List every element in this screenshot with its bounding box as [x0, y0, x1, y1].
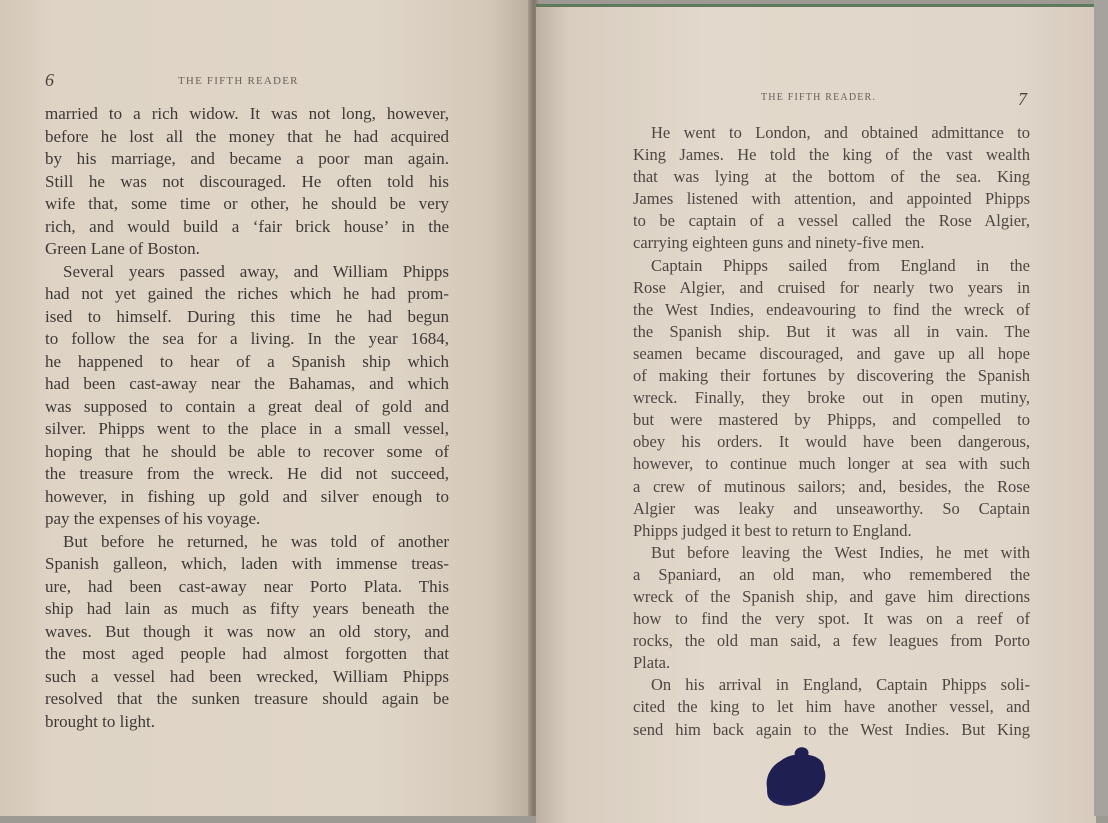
text-line: the most aged people had almost forgotten that — [45, 644, 449, 663]
text-line: pay the expenses of his voyage. — [45, 509, 261, 528]
text-line: But before leaving the West Indies, he met with — [651, 542, 1030, 562]
text-line: however, in fishing up gold and silver enough to — [45, 486, 449, 506]
text-line: wreck of the Spanish ship, and gave him directions — [633, 586, 1030, 606]
right-page-number: 7 — [1018, 89, 1027, 109]
text-line: however, to continue much longer at sea with such — [633, 454, 1030, 474]
text-line: obey his orders. It would have been dangerous, — [633, 432, 1030, 452]
text-line: Captain Phipps sailed from England in the — [651, 255, 1030, 275]
text-line: he happened to hear of a Spanish ship which — [45, 351, 449, 371]
text-line: such a vessel had been wrecked, William Phipps — [45, 666, 449, 686]
text-line: resolved that the sunken treasure should again be — [45, 689, 449, 708]
text-line: a Spaniard, an old man, who remembered the — [633, 564, 1030, 584]
text-line: ised to himself. During this time he had begun — [45, 306, 449, 326]
text-line: He went to London, and obtained admittance to — [651, 123, 1030, 142]
text-line: the Spanish ship. But it was all in vain. The — [633, 321, 1030, 341]
text-line: Rose Algier, and cruised for nearly two years in — [633, 277, 1030, 297]
text-line: Algier was leaky and unseaworthy. So Captain — [633, 498, 1030, 518]
text-line: cited the king to let him have another vessel, and — [633, 697, 1030, 717]
text-line: rich, and would build a ‘fair brick house’ in the — [45, 216, 449, 236]
text-line: but were mastered by Phipps, and compelled to — [633, 410, 1030, 430]
text-line: had been cast-away near the Bahamas, and which — [45, 374, 449, 393]
right-page-text — [633, 122, 1030, 741]
text-line: Several years passed away, and William Phipps — [63, 261, 449, 281]
page-edge-background — [1094, 0, 1108, 816]
text-line: the treasure from the wreck. He did not succeed, — [45, 464, 449, 483]
text-line: to be captain of a vessel called the Rose Algier, — [633, 211, 1030, 231]
text-line: ship had lain as much as fifty years beneath the — [45, 599, 449, 618]
text-line: James listened with attention, and appointed Phipps — [633, 189, 1030, 209]
text-line: to follow the sea for a living. In the year 1684, — [45, 329, 449, 348]
text-line: But before he returned, he was told of another — [63, 531, 449, 551]
text-line: On his arrival in England, Captain Phipps soli- — [651, 675, 1030, 695]
text-line: brought to light. — [45, 711, 156, 731]
text-line: seamen became discouraged, and gave up all hope — [633, 343, 1030, 363]
text-line: before he lost all the money that he had acquired — [45, 126, 449, 146]
text-line: carrying eighteen guns and ninety-five men. — [633, 233, 925, 253]
text-line: the West Indies, endeavouring to find the wreck of — [633, 299, 1030, 319]
text-line: had not yet gained the riches which he had prom- — [45, 284, 449, 303]
text-line: rocks, the old man said, a few leagues from Porto — [633, 631, 1030, 651]
text-line: wreck. Finally, they broke out in open mutiny, — [633, 388, 1030, 408]
left-page-number: 6 — [45, 70, 54, 90]
text-line: of making their fortunes by discovering the Spanish — [633, 366, 1030, 386]
ink-blot — [762, 751, 830, 808]
text-line: Phipps judged it best to return to England. — [633, 520, 912, 540]
text-line: King James. He told the king of the vast wealth — [633, 145, 1030, 165]
left-page-text — [45, 103, 449, 733]
text-line: Green Lane of Boston. — [45, 239, 200, 258]
left-page — [0, 0, 532, 816]
text-line: silver. Phipps went to the place in a small vessel, — [45, 419, 449, 438]
text-line: hoping that he should be able to recover some of — [45, 441, 449, 461]
text-line: a crew of mutinous sailors; and, besides, the Rose — [633, 476, 1030, 496]
text-line: that was lying at the bottom of the sea. King — [633, 167, 1030, 187]
right-page — [536, 4, 1096, 823]
text-line: Plata. — [633, 653, 671, 673]
text-line: married to a rich widow. It was not long, however, — [45, 104, 449, 123]
text-line: ure, had been cast-away near Porto Plata. This — [45, 576, 449, 596]
text-line: by his marriage, and became a poor man again. — [45, 149, 449, 168]
text-line: wife that, some time or other, he should be very — [45, 194, 449, 213]
text-line: send him back again to the West Indies. But King — [633, 719, 1030, 739]
text-line: Still he was not discouraged. He often told his — [45, 171, 449, 191]
text-line: was supposed to contain a great deal of gold and — [45, 396, 449, 416]
text-line: Spanish galleon, which, laden with immense treas- — [45, 554, 449, 573]
text-line: how to find the very spot. It was on a reef of — [633, 609, 1030, 629]
left-running-header: THE FIFTH READER — [178, 75, 299, 87]
text-line: waves. But though it was now an old story, and — [45, 621, 449, 641]
right-running-header: THE FIFTH READER. — [761, 92, 877, 103]
